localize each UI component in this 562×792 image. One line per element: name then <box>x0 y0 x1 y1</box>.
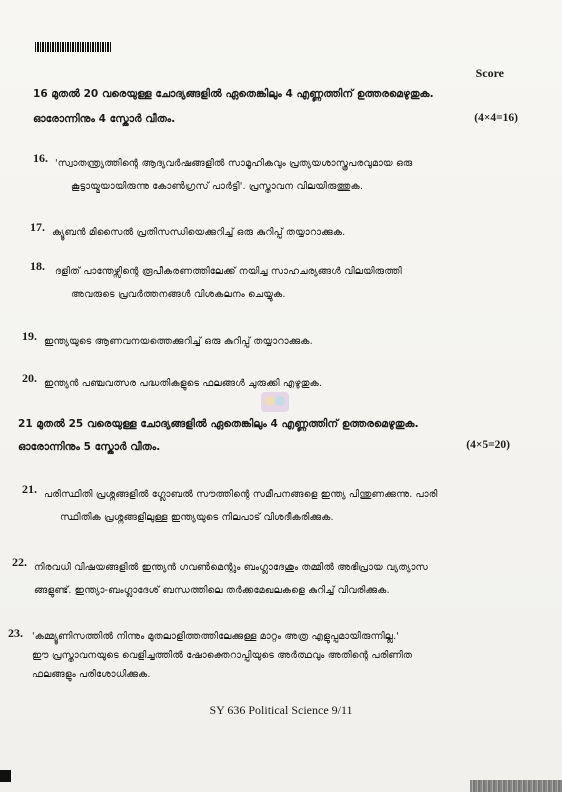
scan-edge-strip <box>470 780 562 792</box>
question-text <box>55 152 412 198</box>
question-number: 18. <box>30 259 45 273</box>
section2-marks: (4×5=20) <box>466 439 510 451</box>
question-number: 23. <box>8 626 23 640</box>
barcode <box>35 42 111 52</box>
question-number: 21. <box>22 482 37 496</box>
page-footer: SY 636 Political Science 9/11 <box>209 703 353 717</box>
question-line: ഇന്ത്യയുടെ ആണവനയത്തെക്കുറിച്ച് ഒരു കുറിപ്പ് തയ്യാറാക്കുക. <box>44 336 313 347</box>
question-line: ഈ പ്രസ്താവനയുടെ വെളിച്ചത്തിൽ ഷോക്തെറാപ്പിയുടെ അർത്ഥവും അതിന്റെ പരിണിത <box>32 650 413 661</box>
question-line: സ്ഥിതിക പ്രശ്നങ്ങളിലുള്ള ഇന്ത്യയുടെ നിലപാട് വിശദീകരിക്കുക. <box>60 512 334 523</box>
question-line: ക്യൂബൻ മിസൈൽ പ്രതിസന്ധിയെക്കുറിച്ച് ഒരു കുറിപ്പ് തയ്യാറാക്കുക. <box>52 227 346 238</box>
question-line: ദളിത് പാന്തേഴ്സിന്റെ രൂപീകരണത്തിലേക്ക് നയിച്ച സാഹചര്യങ്ങൾ വിലയിരുത്തി <box>55 266 402 277</box>
question-line: പരിസ്ഥിതി പ്രശ്നങ്ങളിൽ ഗ്ലോബൽ സൗത്തിന്റെ സമീപനങ്ങളെ ഇന്ത്യ പിന്തുണക്കുന്നു. പാരി <box>44 489 438 500</box>
question-line: 'കമ്മ്യൂണിസത്തിൽ നിന്നും മുതലാളിത്തത്തിലേക്കുള്ള മാറ്റം അത്ര എളുപ്പമായിരുന്നില്ല.' <box>32 631 399 642</box>
question-number: 20. <box>22 371 37 385</box>
question-number: 22. <box>12 555 27 569</box>
section1-instruction-line2: ഓരോന്നിനും 4 സ്കോർ വീതം. <box>33 113 176 125</box>
question-number: 16. <box>33 151 48 165</box>
question-line: അവരുടെ പ്രവർത്തനങ്ങൾ വിശകലനം ചെയ്യുക. <box>71 289 286 300</box>
question-line: ഇന്ത്യൻ പഞ്ചവത്സര പദ്ധതികളുടെ ഫലങ്ങൾ ചുരുക്കി എഴുതുക. <box>44 378 323 389</box>
question-line: ഫലങ്ങളും പരിശോധിക്കുക. <box>32 669 151 680</box>
section2-instruction-line2: ഓരോന്നിനും 5 സ്കോർ വീതം. <box>18 441 161 453</box>
question-text <box>44 483 437 529</box>
question-line: 'സ്വാതന്ത്ര്യത്തിന്റെ ആദ്യവർഷങ്ങളിൽ സാമൂഹികവും പ്രത്യയശാസ്ത്രപരവുമായ ഒരു <box>55 158 413 169</box>
question-text <box>52 221 345 244</box>
question-line: ങ്ങളുണ്ട്. ഇന്ത്യാ-ബംഗ്ലാദേശ് ബന്ധത്തിലെ തർക്കമേഖലകളെ കുറിച്ച് വിവരിക്കുക. <box>34 585 390 596</box>
question-text <box>55 260 402 306</box>
question-number: 19. <box>22 329 37 343</box>
watermark-logo <box>257 388 293 418</box>
corner-mark <box>0 770 11 782</box>
section1-instruction-line1: 16 മുതൽ 20 വരെയുള്ള ചോദ്യങ്ങളിൽ ഏതെങ്കിലും 4 എണ്ണത്തിന് ഉത്തരമെഴുതുക. <box>33 88 434 100</box>
question-line: നിരവധി വിഷയങ്ങളിൽ ഇന്ത്യൻ ഗവൺമെന്റും ബംഗ്ലാദേശും തമ്മിൽ അഭിപ്രായ വ്യത്യാസ <box>34 562 428 573</box>
section2-instruction-line1: 21 മുതൽ 25 വരെയുള്ള ചോദ്യങ്ങളിൽ ഏതെങ്കിലും 4 എണ്ണത്തിന് ഉത്തരമെഴുതുക. <box>18 418 419 430</box>
question-text <box>44 330 313 353</box>
question-text <box>32 627 412 684</box>
question-text <box>34 556 428 602</box>
question-line: കൂട്ടായ്മയായിരുന്നു കോൺഗ്രസ് പാർട്ടി'. പ്രസ്താവന വിലയിരുത്തുക. <box>71 181 364 192</box>
question-number: 17. <box>30 220 45 234</box>
section1-marks: (4×4=16) <box>474 112 518 124</box>
score-label: Score <box>475 66 504 80</box>
